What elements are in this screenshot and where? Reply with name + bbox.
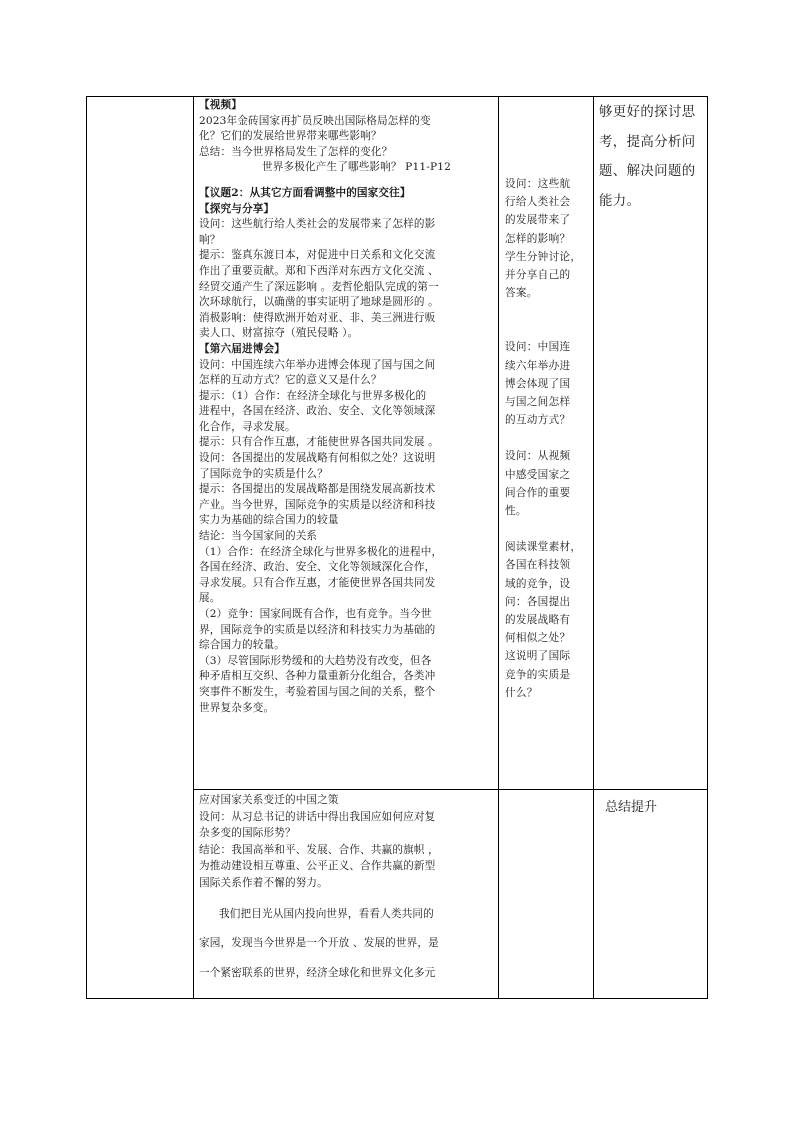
design-intent-lower (605, 796, 705, 820)
activity-line: 各国在科技领 (505, 559, 571, 572)
row-divider (193, 789, 708, 790)
content-line: 杂多变的国际形势？ (199, 827, 296, 840)
intent-line: 能力。 (599, 193, 641, 209)
table-bottom-border (86, 998, 708, 999)
table-top-border (86, 96, 708, 97)
content-line: 结论：我国高举和平、发展、合作、共赢的旗帜 ， (199, 843, 439, 856)
content-line: 应对国家关系变迁的中国之策 (199, 794, 339, 806)
content-line: 实力为基础的综合国力的较量 (199, 514, 339, 527)
content-line: 国际关系作着不懈的努力。 (199, 876, 328, 889)
activity-line: 间合作的重要 (505, 486, 571, 499)
content-line: 【视频】 (199, 99, 242, 111)
content-line: 次环球航行，以确凿的事实证明了地球是圆形的 。 (199, 296, 439, 309)
content-line: 设问：各国提出的发展战略有何相似之处？这说明 (199, 452, 436, 465)
teaching-content-upper (199, 98, 495, 788)
paragraph-line: 一个紧密联系的世界，经济全球化和世界文化多元 (199, 966, 436, 979)
content-line: 种矛盾相互交织、各种力量重新分化组合，各类冲 (199, 670, 436, 683)
content-line: 进程中，各国在经济、政治、安全、文化等领域深 (199, 405, 436, 418)
activity-line: 与国之间怎样 (505, 396, 571, 409)
teaching-content-lower (199, 792, 495, 997)
content-line: （1）合作：在经济全球化与世界多极化的进程中， (199, 545, 443, 558)
column-divider-1 (193, 96, 194, 999)
activity-line: 竞争的实质是 (505, 668, 571, 681)
paragraph-line: 家园，发现当今世界是一个开放 、发展的世界，是 (199, 937, 439, 950)
column-divider-3 (593, 96, 594, 999)
activity-line: 行给人类社会 (505, 196, 571, 209)
content-line: 设问：这些航行给人类社会的发展带来了怎样的影 (199, 218, 436, 231)
table-right-border (707, 96, 708, 999)
intent-line: 够更好的探讨思 (599, 105, 696, 120)
content-line: 结论：当今国家间的关系 (199, 530, 318, 543)
activity-line: 答案。 (505, 287, 538, 300)
activity-line: 的发展战略有 (505, 614, 571, 627)
content-line: 提示：（1）合作：在经济全球化与世界多极化的 (199, 389, 427, 402)
content-line: 经贸交通产生了深远影响 。麦哲伦船队完成的第一 (199, 280, 439, 293)
content-line: 2023年金砖国家再扩员反映出国际格局怎样的变 (199, 114, 431, 127)
content-line: 展。 (199, 592, 221, 605)
content-line: 怎样的互动方式？它的意义又是什么？ (199, 374, 382, 387)
student-activity-upper (505, 175, 593, 785)
content-line: 【第六届进博会】 (199, 342, 285, 355)
content-line: （2）竞争：国家间既有合作，也有竞争。当今世 (199, 608, 432, 620)
content-line: 总结：当今世界格局发生了怎样的变化？ (199, 145, 393, 158)
content-gap (199, 176, 495, 186)
activity-spacer (505, 429, 593, 447)
activity-line: 域的竞争，设 (505, 577, 571, 590)
activity-line: 问：各国提出 (505, 595, 571, 608)
activity-line: 怎样的影响？ (505, 232, 571, 245)
activity-line: 设问：这些航 (505, 178, 571, 190)
content-line: 为推动建设相互尊重、公平正义、合作共赢的新型 (199, 860, 436, 873)
design-intent-upper (599, 98, 706, 258)
activity-line: 设问：中国连 (505, 341, 571, 354)
content-line: 设问：中国连续六年举办进博会体现了国与国之间 (199, 358, 436, 371)
content-line: 各国在经济、政治、安全、文化等领域深化合作， (199, 561, 436, 574)
content-line: 寻求发展。只有合作互惠，才能使世界各国共同发 (199, 576, 436, 589)
content-line: 产业。当今世界，国际竞争的实质是以经济和科技 (199, 498, 436, 511)
content-line: 【探究与分享】 (199, 202, 275, 215)
activity-line: 设问：从视频 (505, 450, 571, 463)
content-line: 综合国力的较量。 (199, 639, 285, 652)
activity-line: 性。 (505, 505, 527, 518)
activity-line: 并分享自己的 (505, 269, 571, 282)
intent-line: 题、解决问题的 (599, 164, 696, 179)
activity-spacer (505, 302, 593, 320)
activity-line: 阅读课堂素材， (505, 541, 582, 554)
content-line: 消极影响：使得欧洲开始对亚、非、美三洲进行贩 (199, 311, 436, 324)
content-line: 设问：从习总书记的讲话中得出我国应如何应对复 (199, 810, 436, 823)
content-line: 突事件不断发生，考验着国与国之间的关系，整个 (199, 685, 436, 698)
content-line: 提示：各国提出的发展战略都是围绕发展高新技术 (199, 483, 436, 496)
intent-line: 考，提高分析问 (599, 134, 696, 150)
activity-spacer (505, 320, 593, 338)
content-line: 化合作，寻求发展。 (199, 420, 296, 433)
content-line: 化？它们的发展给世界带来哪些影响？ (199, 130, 382, 143)
content-line: （3）尽管国际形势缓和的大趋势没有改变，但各 (199, 654, 432, 667)
activity-line: 这说明了国际 (505, 650, 571, 663)
paragraph-line: 我们把目光从国内投向世界，看看人类共同的 (219, 907, 434, 920)
column-divider-2 (498, 96, 499, 999)
activity-spacer (505, 520, 593, 538)
content-line: 世界多极化产生了哪些影响？ P11-P12 (262, 161, 452, 174)
table-left-border (86, 96, 87, 999)
activity-line: 博会体现了国 (505, 377, 571, 390)
activity-line: 续六年举办进 (505, 359, 571, 372)
activity-line: 学生分钟讨论， (505, 250, 582, 263)
activity-line: 何相似之处？ (505, 632, 571, 645)
activity-line: 的发展带来了 (505, 214, 571, 227)
content-line: 世界复杂多变。 (199, 701, 275, 714)
content-line: 了国际竞争的实质是什么？ (199, 467, 328, 480)
activity-line: 的互动方式？ (505, 414, 571, 427)
content-line: 界，国际竞争的实质是以经济和科技实力为基础的 (199, 623, 436, 636)
content-line: 提示：鉴真东渡日本，对促进中日关系和文化交流 (199, 249, 436, 262)
content-line: 作出了重要贡献。郑和下西洋对东西方文化交流 、 (199, 264, 439, 277)
content-line: 提示：只有合作互惠，才能使世界各国共同发展 。 (199, 436, 439, 449)
content-line: 响？ (199, 233, 221, 246)
summary-label: 总结提升 (605, 800, 658, 815)
content-line: 卖人口、财富掠夺（殖民侵略 ）。 (199, 327, 359, 340)
activity-line: 什么？ (505, 686, 538, 699)
activity-line: 中感受国家之 (505, 468, 571, 481)
content-line: 【议题2：从其它方面看调整中的国家交往】 (199, 186, 411, 199)
